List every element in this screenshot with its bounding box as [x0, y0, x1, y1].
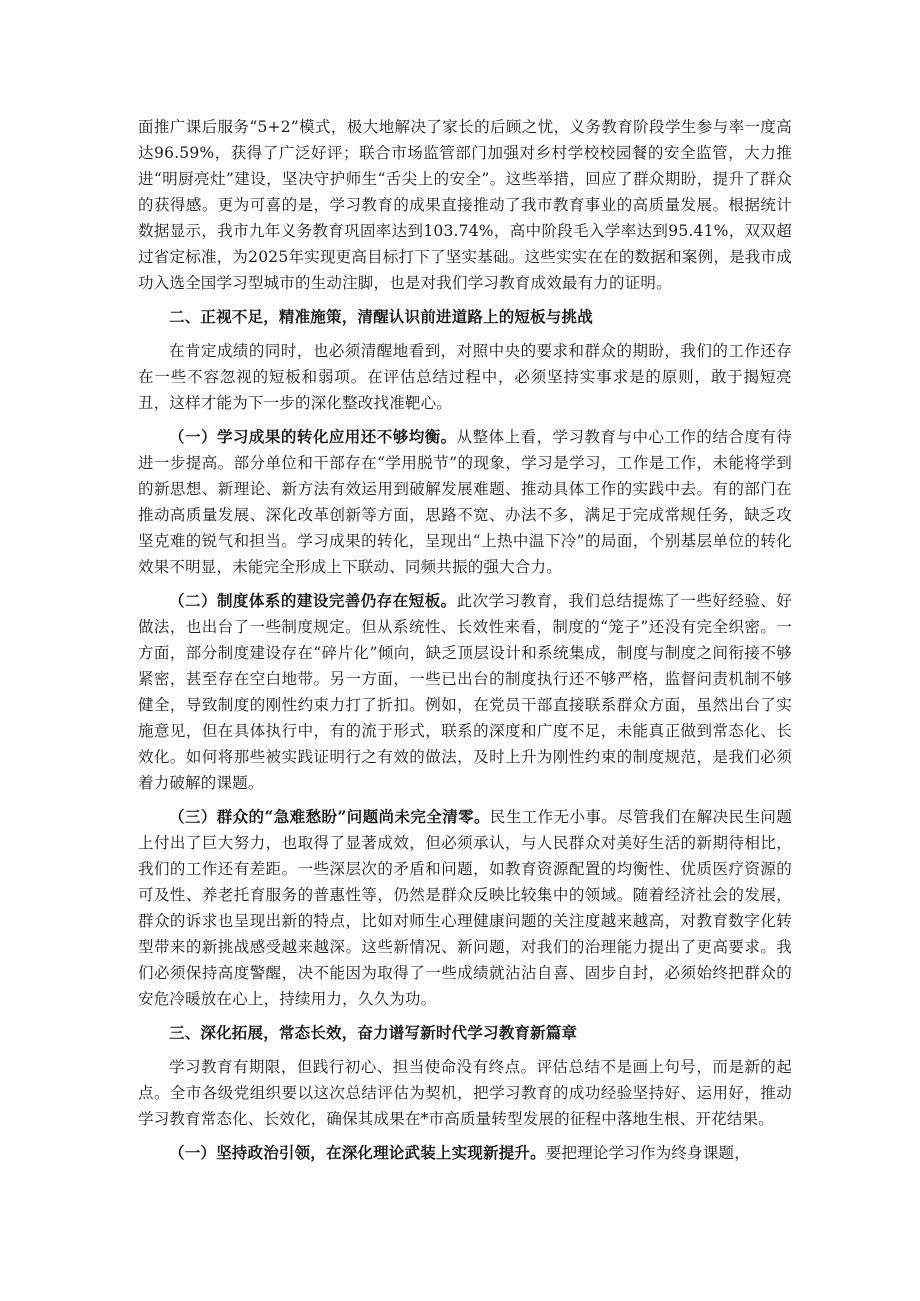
point-3-body: 民生工作无小事。尽管我们在解决民生问题上付出了巨大努力，也取得了显著成效，但必须承认，与人民群众对美好生活的新期待相比，我们的工作还有差距。一些深层次的矛盾和问题，如教育资源配置的均衡性、优质医疗资源的可及性、养老托育服务的普惠性等，仍然是群众反映比较集中的领域。随着经济社会的发展，群众的诉求也呈现出新的特点，比如对师生心理健康问题的关注度越来越高，对教育数字化转型带来的新挑战感受越来越深。这些新情况、新问题，对我们的治理能力提出了更高要求。我们必须保持高度警醒，决不能因为取得了一些成绩就沾沾自喜、固步自封，必须始终把群众的安危冷暖放在心上，持续用力，久久为功。: [138, 808, 792, 1008]
document-body: [138, 114, 792, 1174]
subpoint-1-lead: （一）坚持政治引领，在深化理论武装上实现新提升。: [169, 1143, 546, 1162]
point-3-lead: （三）群众的“急难愁盼”问题尚未完全清零。: [169, 807, 490, 826]
point-1-lead: （一）学习成果的转化应用还不够均衡。: [169, 427, 457, 446]
paragraph-deepening-intro: 学习教育有期限，但践行初心、担当使命没有终点。评估总结不是画上句号，而是新的起点。全市各级党组织要以这次总结评估为契机，把学习教育的成功经验坚持好、运用好，推动学习教育常态化、长效化，确保其成果在*市高质量转型发展的征程中落地生根、开花结果。: [138, 1058, 792, 1128]
point-2-body: 此次学习教育，我们总结提炼了一些好经验、好做法，也出台了一些制度规定。但从系统性、长效性来看，制度的“笼子”还没有完全织密。一方面，部分制度建设存在“碎片化”倾向，缺乏顶层设计和系统集成，制度与制度之间衔接不够紧密，甚至存在空白地带。另一方面，一些已出台的制度执行还不够严格，监督问责机制不够健全，导致制度的刚性约束力打了折扣。例如，在党员干部直接联系群众方面，虽然出台了实施意见，但在具体执行中，有的流于形式，联系的深度和广度不足，未能真正做到常态化、长效化。如何将那些被实践证明行之有效的做法，及时上升为刚性约束的制度规范，是我们必须着力破解的课题。: [138, 592, 792, 792]
paragraph-shortcomings-intro: 在肯定成绩的同时，也必须清醒地看到，对照中央的要求和群众的期盼，我们的工作还存在一些不容忽视的短板和弱项。在评估总结过程中，必须坚持实事求是的原则，敢于揭短亮丑，这样才能为下一步的深化整改找准靶心。: [138, 342, 792, 412]
subpoint-1-body: 要把理论学习作为终身课题，: [545, 1144, 750, 1162]
section-heading-3: 三、深化拓展，常态长效，奋力谱写新时代学习教育新篇章: [169, 1023, 578, 1042]
section-heading-2: 二、正视不足，精准施策，清醒认识前进道路上的短板与挑战: [169, 307, 593, 326]
point-2-lead: （二）制度体系的建设完善仍存在短板。: [169, 591, 457, 610]
paragraph-point-1: [138, 424, 792, 580]
paragraph-point-2: [138, 588, 792, 796]
paragraph-achievements-continued: 面推广课后服务“5+2”模式，极大地解决了家长的后顾之忧，义务教育阶段学生参与率一度高达96.59%，获得了广泛好评；联合市场监管部门加强对乡村学校校园餐的安全监管，大力推进“明厨亮灶”建设，坚决守护师生“舌尖上的安全”。这些举措，回应了群众期盼，提升了群众的获得感。更为可喜的是，学习教育的成果直接推动了我市教育事业的高质量发展。根据统计数据显示，我市九年义务教育巩固率达到103.74%，高中阶段毛入学率达到95.41%，双双超过省定标准，为2025年实现更高目标打下了坚实基础。这些实实在在的数据和案例，是我市成功入选全国学习型城市的生动注脚，也是对我们学习教育成效最有力的证明。: [138, 118, 792, 292]
point-1-body: 从整体上看，学习教育与中心工作的结合度有待进一步提高。部分单位和干部存在“学用脱节”的现象，学习是学习，工作是工作，未能将学到的新思想、新理论、新方法有效运用到破解发展难题、推动具体工作的实践中去。有的部门在推动高质量发展、深化改革创新等方面，思路不宽、办法不多，满足于完成常规任务，缺乏攻坚克难的锐气和担当。学习成果的转化，呈现出“上热中温下冷”的局面，个别基层单位的转化效果不明显，未能完全形成上下联动、同频共振的强大合力。: [138, 428, 792, 576]
paragraph-point-3: [138, 804, 792, 1012]
paragraph-subpoint-1: [138, 1140, 792, 1166]
